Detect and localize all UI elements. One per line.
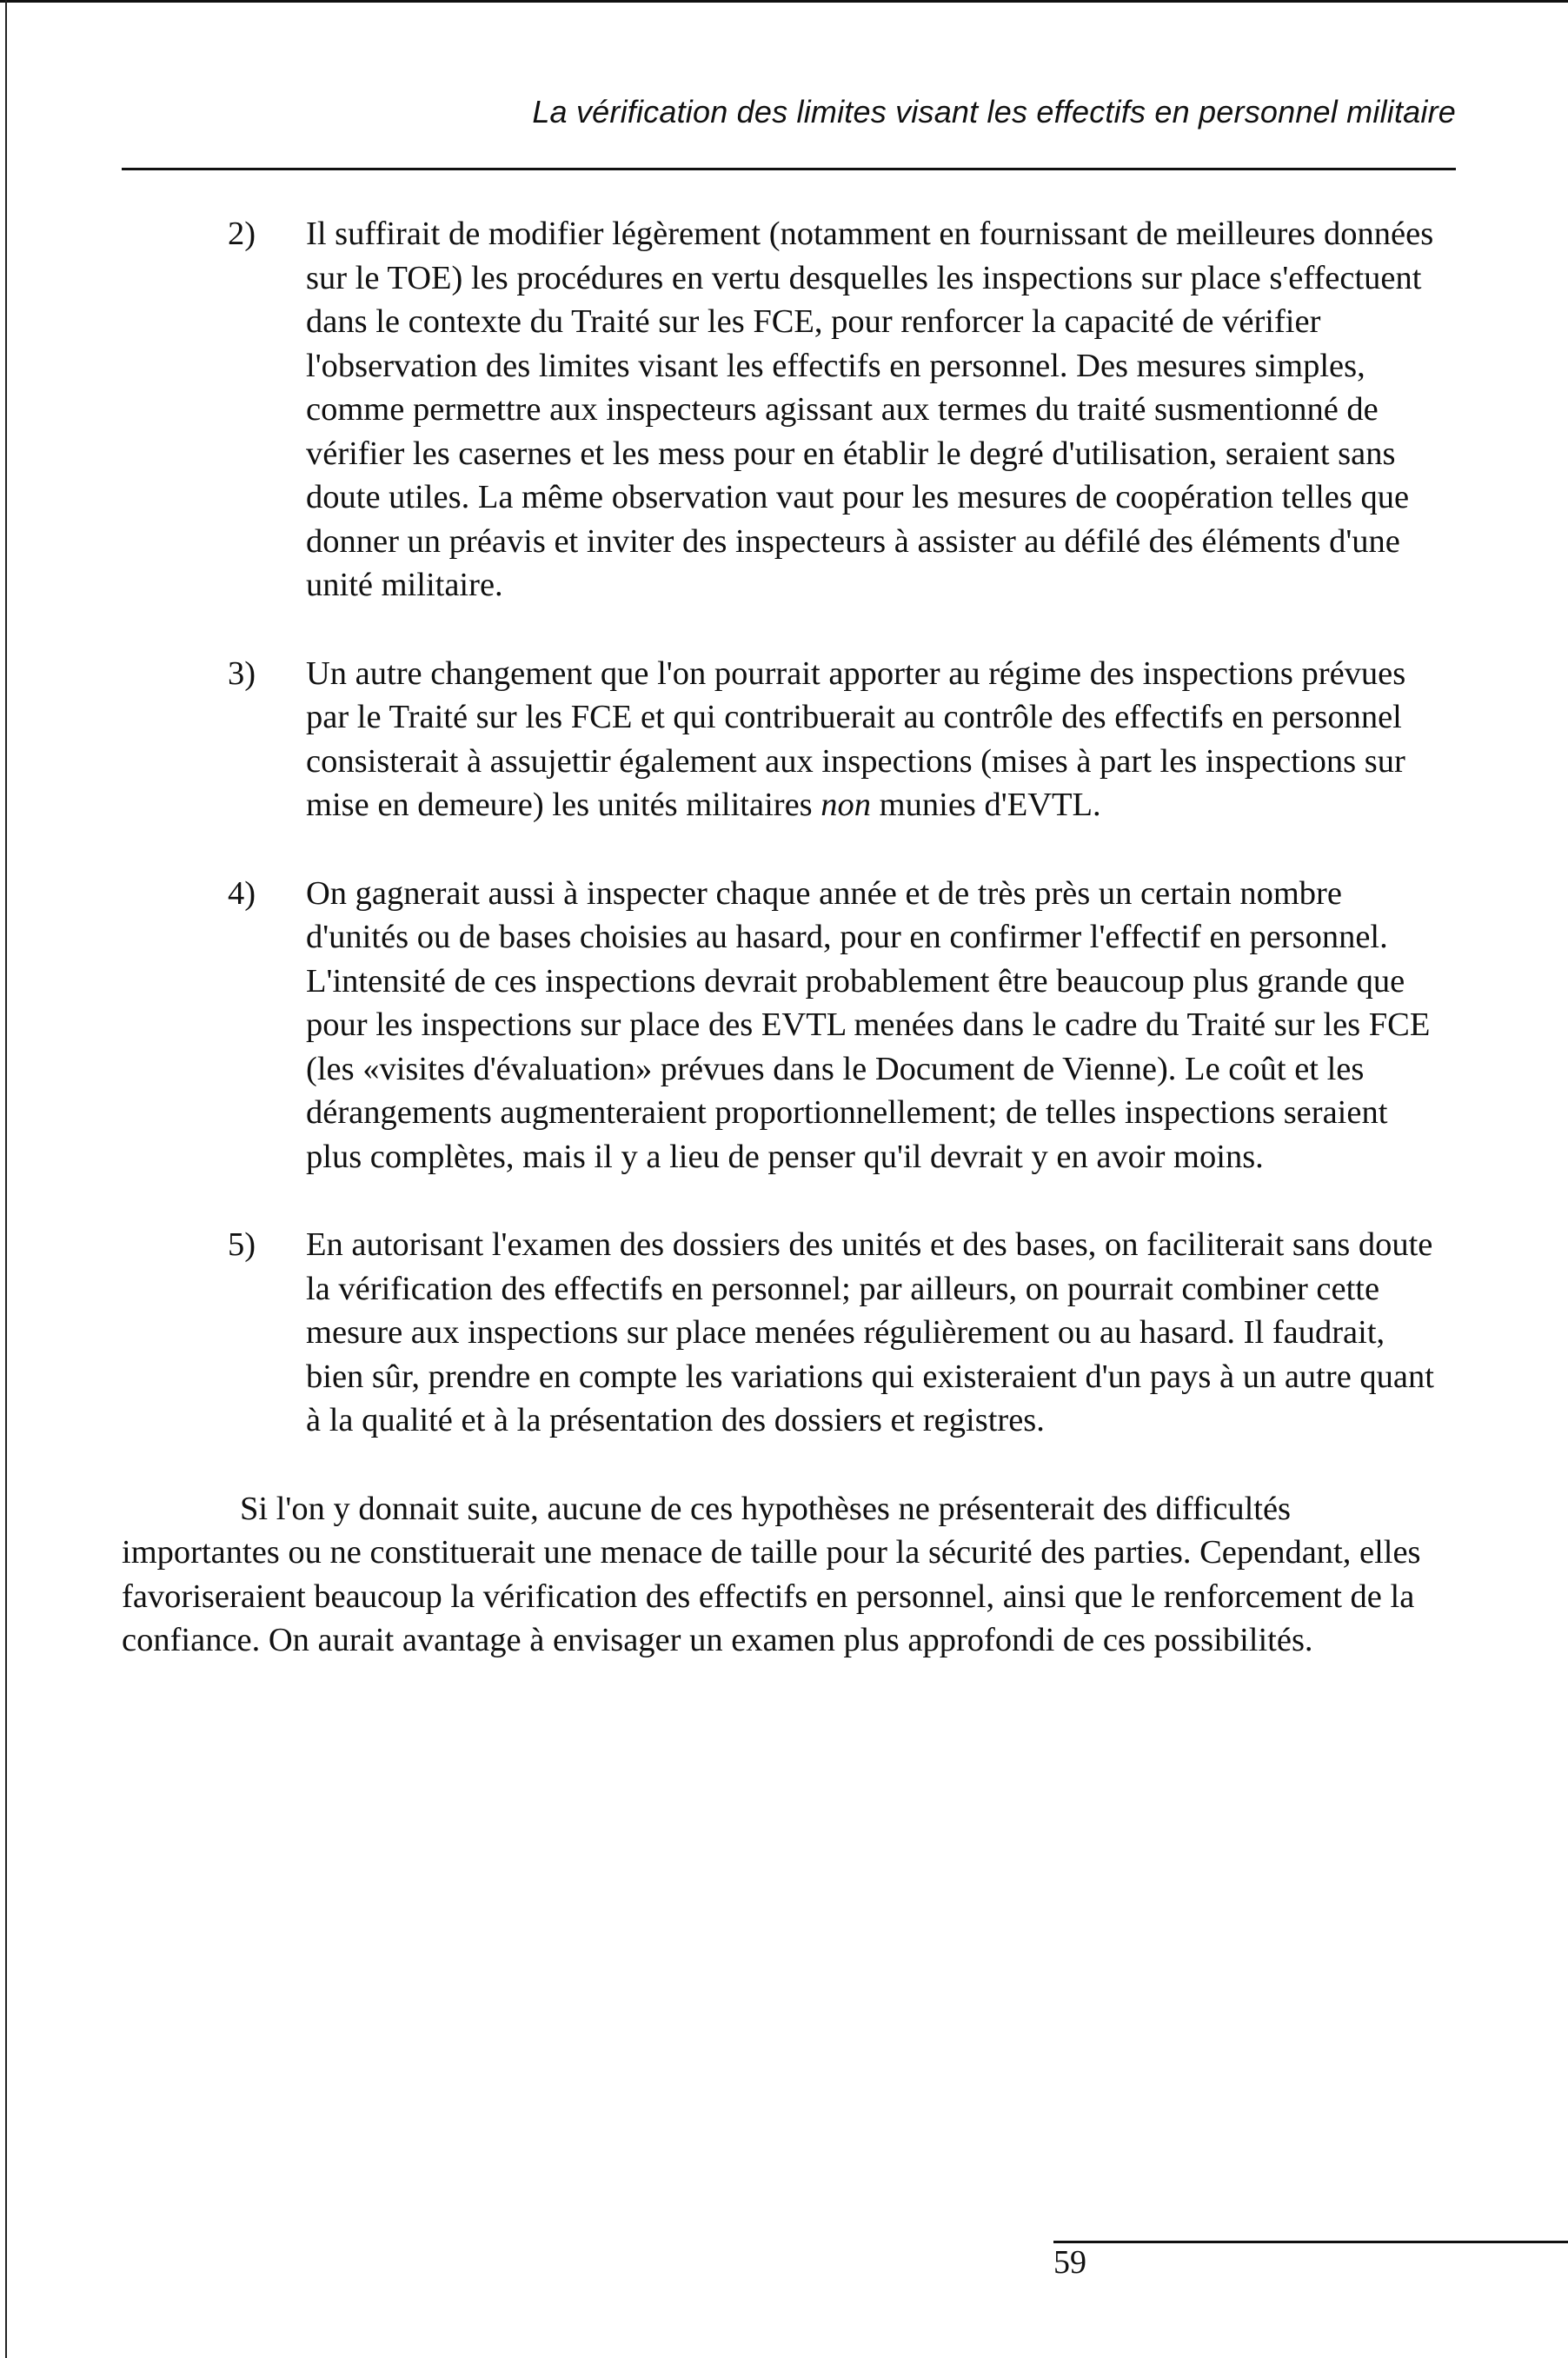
page-number: 59	[1053, 2244, 1086, 2281]
page-top-border	[0, 0, 1568, 3]
list-item-number: 3)	[228, 654, 256, 692]
list-item-number: 5)	[228, 1226, 256, 1263]
list-item	[122, 212, 1465, 608]
list-item	[122, 872, 1465, 1179]
list-item-text-part: munies d'EVTL.	[871, 787, 1101, 823]
list-item-text	[306, 652, 1449, 827]
list-item-number: 2)	[228, 216, 256, 252]
page-left-border	[5, 0, 7, 2358]
emphasized-word: non	[821, 787, 872, 823]
page-body	[122, 212, 1465, 1696]
list-item-text-part: Un autre changement que l'on pourrait apporter au régime des inspections prévues par le Traité sur les FCE et qui contribuerait au contrôle des effectifs en personnel consisterait à assujettir également aux inspections (mises à part les inspections sur mise en demeure) les unités militaires	[306, 654, 1406, 823]
list-item-text: On gagnerait aussi à inspecter chaque année et de très près un certain nombre d'unités ou de bases choisies au hasard, pour en confirmer l'effectif en personnel. L'intensité de ces inspections devrait probablement être beaucoup plus grande que pour les inspections sur place des EVTL menées dans le cadre du Traité sur les FCE (les «visites d'évaluation» prévues dans le Document de Vienne). Le coût et les dérangements augmenteraient proportionnellement; de telles inspections seraient plus complètes, mais il y a lieu de penser qu'il devrait y en avoir moins.	[306, 874, 1431, 1175]
list-item-text: En autorisant l'examen des dossiers des unités et des bases, on faciliterait sans doute la vérification des effectifs en personnel; par ailleurs, on pourrait combiner cette mesure aux inspections sur place menées régulièrement ou au hasard. Il faudrait, bien sûr, prendre en compte les variations qui existeraient d'un pays à un autre quant à la qualité et à la présentation des dossiers et registres.	[306, 1226, 1434, 1438]
list-item	[122, 652, 1465, 827]
list-item	[122, 1223, 1465, 1443]
running-header: La vérification des limites visant les effectifs en personnel militaire	[532, 94, 1456, 130]
closing-paragraph: Si l'on y donnait suite, aucune de ces hypothèses ne présenterait des difficultés importantes ou ne constituerait une menace de taille pour la sécurité des parties. Cependant, elles favoriseraient beaucoup la vérification des effectifs en personnel, ainsi que le renforcement de la confiance. On aurait avantage à envisager un examen plus approfondi de ces possibilités.	[122, 1490, 1421, 1658]
footer-rule	[1053, 2241, 1568, 2243]
list-item-text: Il suffirait de modifier légèrement (notamment en fournissant de meilleures données sur le TOE) les procédures en vertu desquelles les inspections sur place s'effectuent dans le contexte du Traité sur les FCE, pour renforcer la capacité de vérifier l'observation des limites visant les effectifs en personnel. Des mesures simples, comme permettre aux inspecteurs agissant aux termes du traité susmentionné de vérifier les casernes et les mess pour en établir le degré d'utilisation, seraient sans doute utiles. La même observation vaut pour les mesures de coopération telles que donner un préavis et inviter des inspecteurs à assister au défilé des éléments d'une unité militaire.	[306, 216, 1434, 603]
list-item-number: 4)	[228, 874, 256, 912]
header-rule	[122, 168, 1456, 170]
